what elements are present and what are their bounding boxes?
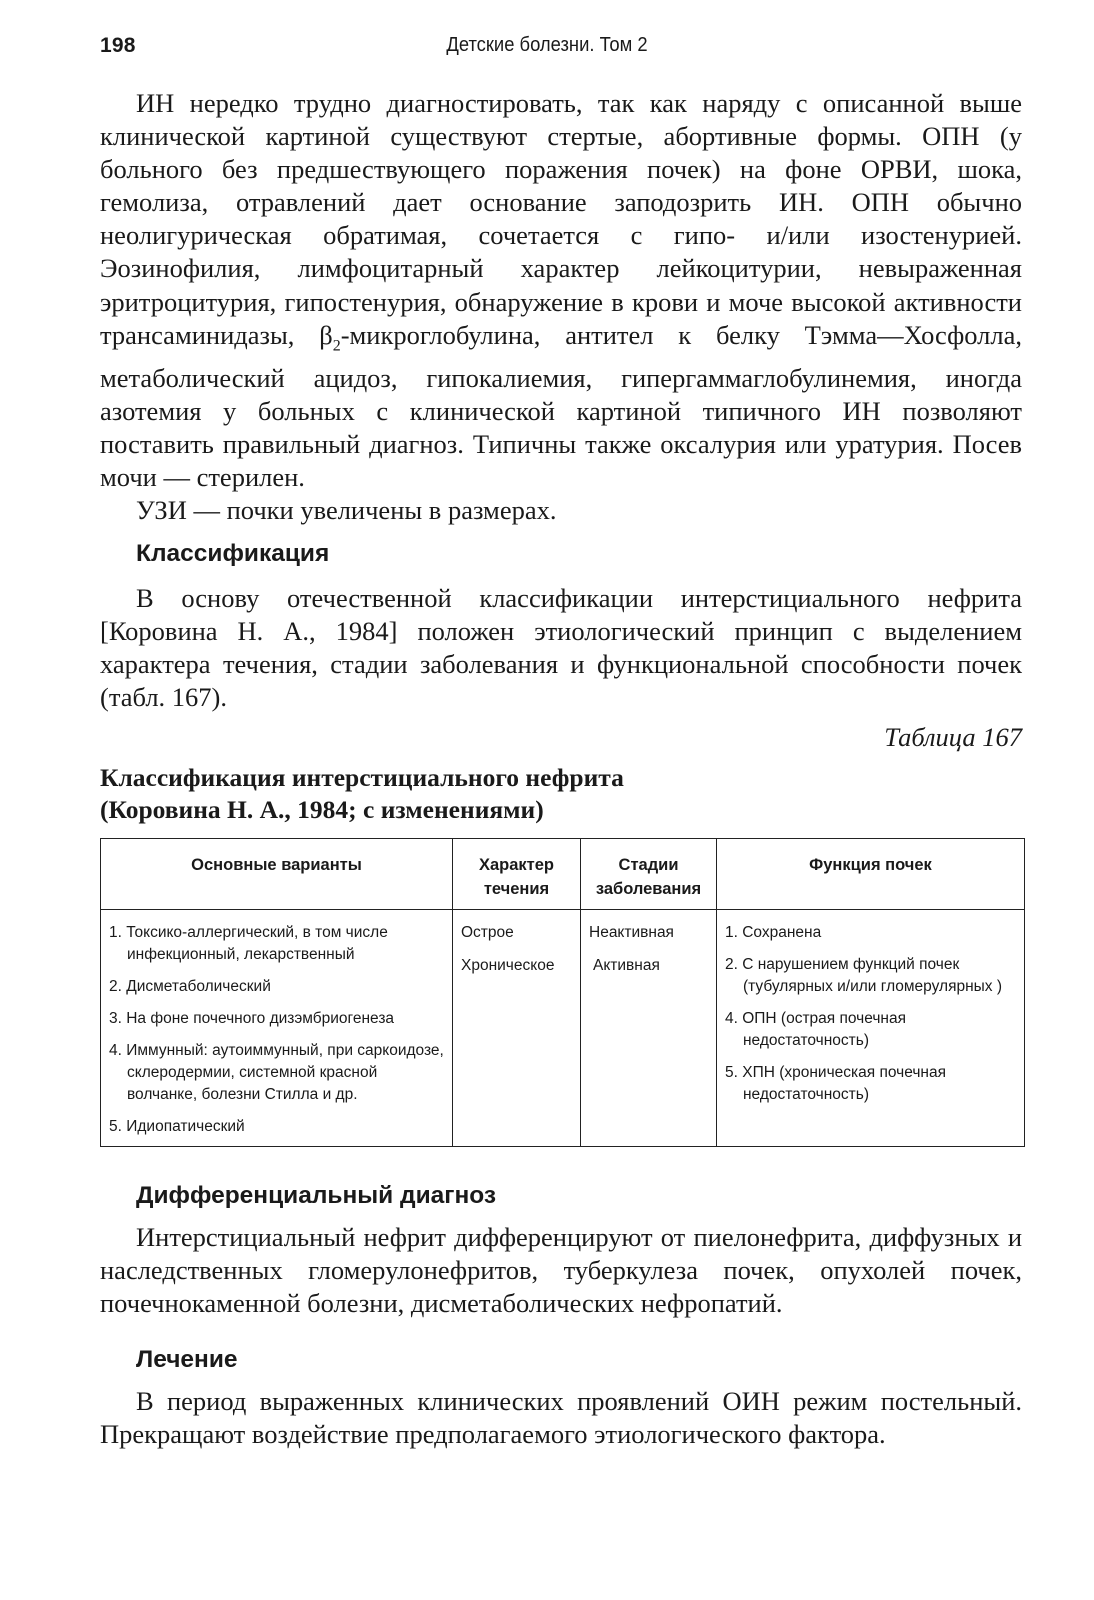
variant-item: 4. Иммунный: аутоиммунный, при саркоидозе, склеродермии, системной красной волчанке, болезни Стилла и др.: [109, 1042, 444, 1103]
course-item: Острое: [461, 924, 514, 941]
differential-paragraph: Интерстициальный нефрит дифференцируют от пиелонефрита, диффузных и наследственных гломерулонефритов, туберкулеза почек, опухолей почек, почечнокаменной болезни, дисметаболических нефропатий.: [100, 1222, 1022, 1319]
classification-text: [100, 582, 1022, 714]
variant-item: 5. Идиопатический: [109, 1118, 245, 1135]
treatment-heading: Лечение: [136, 1346, 238, 1373]
treatment-paragraph: В период выраженных клинических проявлений ОИН режим постельный. Прекращают воздействие предполагаемого этиологического фактора.: [100, 1386, 1022, 1450]
variant-item: 1. Токсико-аллергический, в том числе инфекционный, лекарственный: [109, 924, 388, 963]
intro-paragraph-2: УЗИ — почки увеличены в размерах.: [136, 495, 557, 526]
function-item: 1. Сохранена: [725, 924, 822, 941]
classification-heading: Классификация: [136, 540, 330, 567]
intro-paragraph-1: [100, 87, 1022, 494]
function-cell: [717, 910, 1025, 1147]
stage-item: Неактивная: [589, 924, 674, 941]
header-function: Функция почек: [717, 839, 1025, 910]
table-row: [101, 910, 1025, 1147]
variant-item: 2. Дисметаболический: [109, 978, 271, 995]
table-header-row: [101, 839, 1025, 910]
intro-p1-rest: -микроглобулина, антител к белку Тэмма—Хосфолла, метаболический ацидоз, гипокалиемия, гипергаммаглобулинемия, иногда азотемия у больных с клинической картиной типичного ИН позволяют поставить правильный диагноз. Типичны также оксалурия или уратурия. Посев мочи — стерилен.: [100, 319, 1022, 493]
beta-subscript: 2: [332, 336, 341, 354]
table-title-line-2: (Коровина Н. А., 1984; с изменениями): [100, 795, 544, 824]
differential-heading: Дифференциальный диагноз: [136, 1182, 497, 1209]
header-variants: Основные варианты: [101, 839, 453, 910]
page-number: 198: [100, 34, 136, 57]
header-course: Характер течения: [453, 839, 581, 910]
stages-cell: [581, 910, 717, 1147]
classification-paragraph: В основу отечественной классификации интерстициального нефрита [Коровина Н. А., 1984] положен этиологический принцип с выделением характера течения, стадии заболевания и функциональной способности почек (табл. 167).: [100, 583, 1022, 713]
differential-text: [100, 1221, 1022, 1320]
function-item: 4. ОПН (острая почечная недостаточность): [725, 1010, 907, 1049]
course-cell: [453, 910, 581, 1147]
course-item: Хроническое: [461, 957, 555, 974]
function-item: 2. С нарушением функций почек (тубулярных и/или гломерулярных ): [725, 956, 1003, 995]
table-title-line-1: Классификация интерстициального нефрита: [100, 763, 624, 792]
treatment-text: [100, 1385, 1022, 1451]
function-item: 5. ХПН (хроническая почечная недостаточность): [725, 1064, 946, 1103]
table-number: Таблица 167: [884, 722, 1022, 752]
header-stages: Стадии заболевания: [581, 839, 717, 910]
running-title: Детские болезни. Том 2: [446, 34, 648, 56]
intro-text: [100, 87, 1022, 528]
intro-p1-start: ИН нередко трудно диагностировать, так как наряду с описанной выше клинической картиной существуют стертые, абортивные формы. ОПН (у больного без предшествующего поражения почек) на фоне ОРВИ, шока, гемолиза, отравлений дает основание заподозрить ИН. ОПН обычно неолигурическая обратимая, сочетается с гипо- и/или изостенурией. Эозинофилия, лимфоцитарный характер лейкоцитурии, невыраженная эритроцитурия, гипостенурия, обнаружение в крови и моче высокой активности трансаминидазы, β: [100, 88, 1022, 350]
stage-item: Активная: [593, 957, 660, 974]
table-title: [100, 762, 900, 826]
classification-table: [100, 838, 1025, 1147]
variant-item: 3. На фоне почечного дизэмбриогенеза: [109, 1010, 395, 1027]
variants-cell: [101, 910, 453, 1147]
